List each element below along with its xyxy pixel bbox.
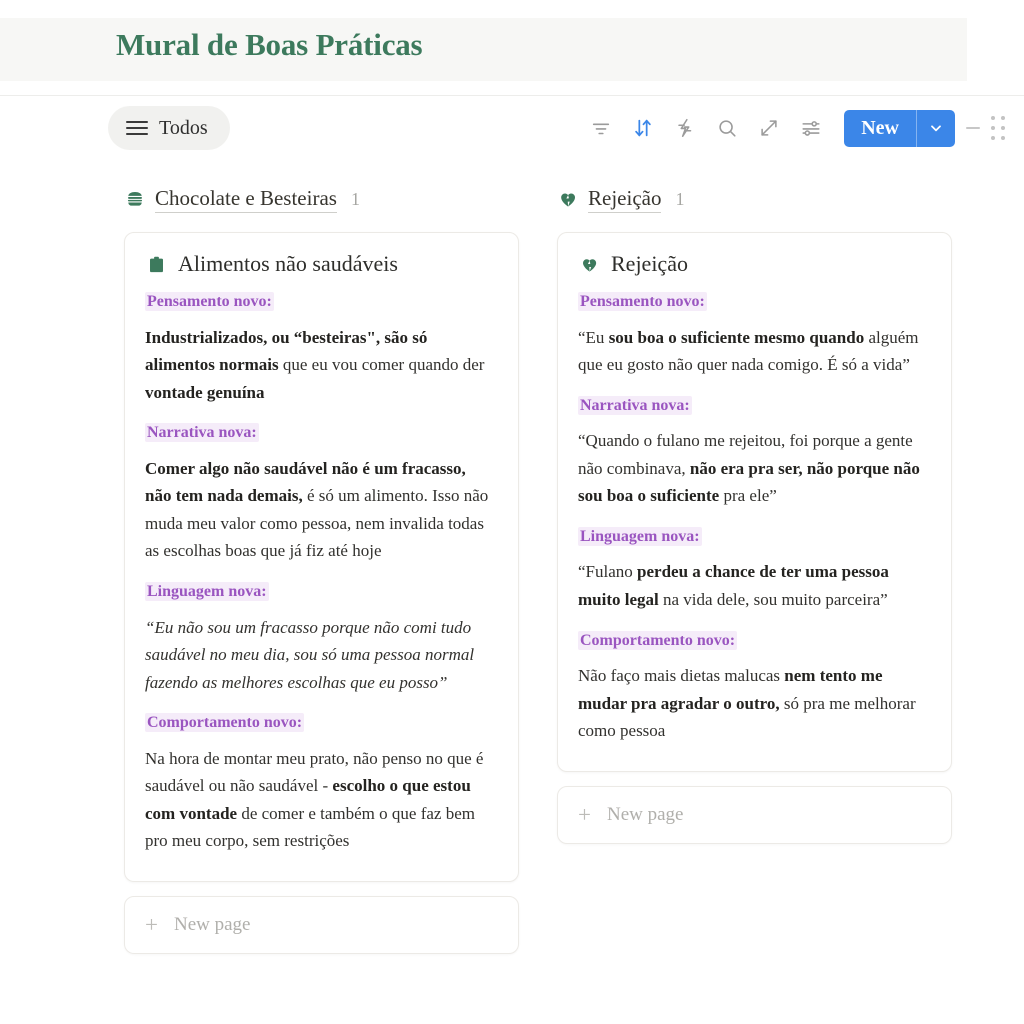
chevron-down-icon[interactable] [917,110,955,147]
column-header[interactable] [124,182,519,216]
view-selector-todos[interactable] [108,106,230,150]
section-paragraph: “Quando o fulano me rejeitou, foi porque a gente não combinava, não era pra ser, não porque não sou boa o suficiente pra ele” [578,431,920,506]
new-page-label: New page [606,803,684,825]
section-label: Pensamento novo: [147,293,272,310]
section-label-wrap [578,630,929,652]
section-label: Comportamento novo: [580,631,736,649]
hamburger-food-icon [124,188,146,210]
board-card[interactable] [557,232,952,772]
section-label-wrap [145,291,496,313]
board-column [124,182,519,954]
column-header[interactable] [557,182,952,216]
section-label-wrap [145,422,496,444]
section-label: Linguagem nova: [147,582,267,600]
board-columns [0,182,1024,954]
list-lines-icon [126,121,148,135]
card-body [578,291,929,745]
new-page-button[interactable] [557,786,952,844]
column-title: Rejeição [588,186,661,213]
column-count: 1 [675,188,685,209]
filter-icon[interactable] [580,108,622,148]
new-page-button[interactable] [124,896,519,954]
header-divider [0,95,1024,96]
toolbar-actions [580,108,1010,148]
expand-icon[interactable] [748,108,790,148]
section-label-wrap [145,712,496,734]
column-title: Chocolate e Besteiras [155,186,337,213]
section-paragraph: Comer algo não saudável não é um fracasso, não tem nada demais, é só um alimento. Isso não muda meu valor como pessoa, nem invalida todas as escolhas boas que já fiz até hoje [145,458,489,561]
card-title-row [578,251,929,277]
section-label-wrap [578,395,929,417]
section-paragraph: Industrializados, ou “besteiras", são só alimentos normais que eu vou comer quando der vontade genuína [145,327,485,402]
board-column [557,182,952,954]
drag-dots-icon[interactable] [991,116,1006,141]
settings-sliders-icon[interactable] [790,108,832,148]
clipboard-icon [145,253,167,275]
broken-heart-icon [557,188,579,210]
section-paragraph: “Eu não sou um fracasso porque não comi tudo saudável no meu dia, sou só uma pessoa normal fazendo as melhores escolhas que eu posso” [145,617,475,692]
section-paragraph: Não faço mais dietas malucas nem tento me mudar pra agradar o outro, só pra me melhorar como pessoa [578,666,916,741]
card-body [145,291,496,855]
view-selector-label: Todos [159,116,208,139]
card-title-row [145,251,496,277]
plus-icon: + [145,912,158,938]
section-label: Narrativa nova: [147,424,257,442]
card-title: Alimentos não saudáveis [178,251,398,276]
card-title: Rejeição [611,251,688,276]
new-page-label: New page [173,913,251,935]
page-title: Mural de Boas Práticas [116,27,423,62]
section-label: Linguagem nova: [580,527,700,545]
section-paragraph: Na hora de montar meu prato, não penso no que é saudável ou não saudável - escolho o que estou com vontade de comer e também o que faz bem pro meu corpo, sem restrições [145,748,484,851]
section-label: Comportamento novo: [147,714,303,732]
sort-icon[interactable] [622,108,664,148]
more-options-dash-icon[interactable] [966,127,980,129]
section-paragraph: “Fulano perdeu a chance de ter uma pessoa muito legal na vida dele, sou muito parceira” [578,562,889,609]
new-button-group [844,110,955,147]
section-label-wrap [578,526,929,548]
section-label-wrap [145,581,496,603]
toolbar [0,106,1024,156]
section-label: Narrativa nova: [580,396,690,414]
search-icon[interactable] [706,108,748,148]
plus-icon: + [578,802,591,828]
broken-heart-icon [578,253,600,275]
column-count: 1 [350,188,360,209]
section-paragraph: “Eu sou boa o suficiente mesmo quando alguém que eu gosto não quer nada comigo. É só a vida” [578,327,919,375]
board-card[interactable] [124,232,519,882]
new-button[interactable]: New [861,116,899,139]
section-label-wrap [578,291,929,313]
section-label: Pensamento novo: [580,293,705,310]
lightning-automation-icon[interactable] [664,108,706,148]
